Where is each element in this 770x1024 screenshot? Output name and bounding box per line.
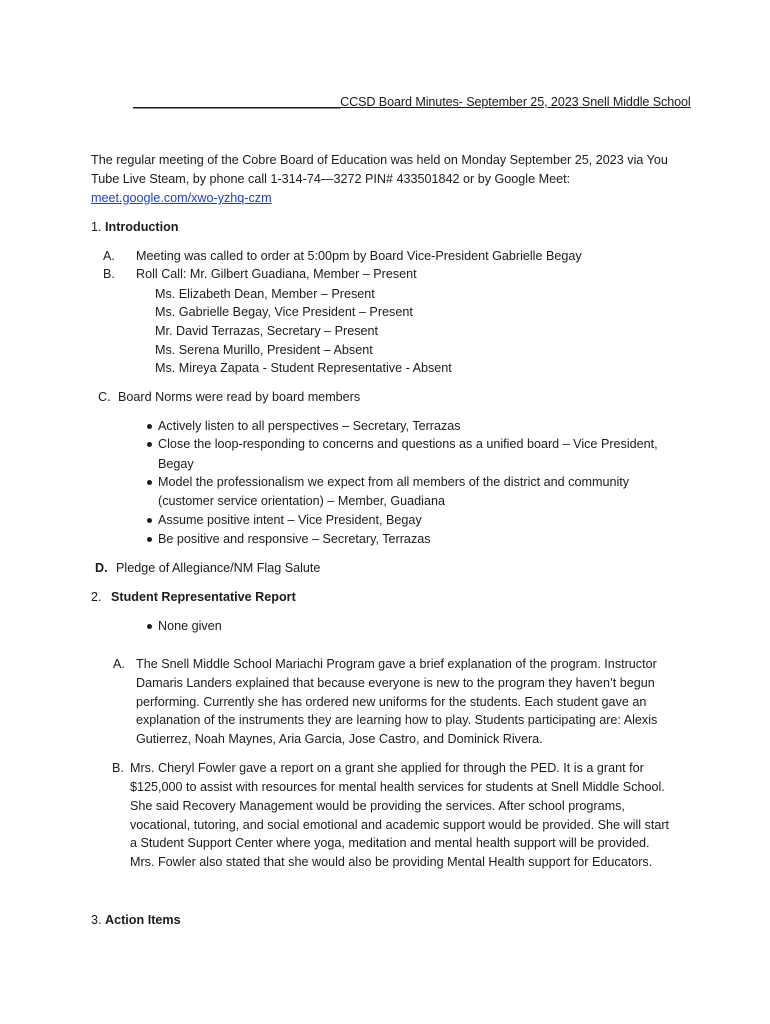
- header-line: [133, 93, 691, 111]
- bullet-icon: [147, 480, 152, 485]
- item-1d-letter: D.: [95, 561, 108, 575]
- item-1c-letter: C.: [98, 390, 111, 404]
- section-3-number: 3.: [91, 913, 102, 927]
- item-2b-line: Mrs. Fowler also stated that she would also be providing Mental Health support for Educators.: [130, 855, 653, 869]
- roll-call-entry: Ms. Gabrielle Begay, Vice President – Present: [155, 305, 413, 319]
- section-3-heading: [91, 911, 181, 929]
- item-2b-line: vocational, tutoring, and social emotional and academic support would be provided. She will start: [130, 818, 670, 832]
- section-2-number: 2.: [91, 590, 102, 604]
- norm-item: Actively listen to all perspectives – Secretary, Terrazas: [158, 419, 461, 433]
- item-2b-line: She said Recovery Management would be providing the services. After school programs,: [130, 799, 625, 813]
- bullet-icon: [147, 518, 152, 523]
- student-report-bullet: None given: [158, 619, 222, 633]
- item-1a-text: Meeting was called to order at 5:00pm by Board Vice-President Gabrielle Begay: [136, 249, 582, 263]
- norm-item: Close the loop-responding to concerns and questions as a unified board – Vice President,: [158, 437, 658, 451]
- header-underline: ______________________________: [133, 95, 341, 109]
- section-3-title: Action Items: [105, 913, 181, 927]
- item-2a-line: explanation of the instruments they are learning how to play. Students participating are: Alexis: [136, 713, 658, 727]
- item-2a-line: Damaris Landers explained that because everyone is new to the program they haven’t begun: [136, 676, 655, 690]
- header-title: CCSD Board Minutes- September 25, 2023 Snell Middle School: [340, 95, 691, 109]
- bullet-icon: [147, 442, 152, 447]
- roll-call-entry: Ms. Serena Murillo, President – Absent: [155, 343, 373, 357]
- item-2a-letter: A.: [113, 657, 125, 671]
- intro-line-1: The regular meeting of the Cobre Board of Education was held on Monday September 25, 2023 via You: [91, 153, 668, 167]
- item-2b-line: $125,000 to assist with resources for mental health services for students at Snell Middle School.: [130, 780, 665, 794]
- bullet-icon: [147, 537, 152, 542]
- item-2b-line: a Student Support Center where yoga, meditation and mental health support will be provided.: [130, 836, 650, 850]
- roll-call-entry: Ms. Elizabeth Dean, Member – Present: [155, 287, 375, 301]
- item-2b-letter: B.: [112, 761, 124, 775]
- norm-item-continued: Begay: [158, 457, 194, 471]
- norm-item: Be positive and responsive – Secretary, Terrazas: [158, 532, 431, 546]
- item-1b-letter: B.: [103, 267, 115, 281]
- item-1b-text: Roll Call: Mr. Gilbert Guadiana, Member – Present: [136, 267, 417, 281]
- item-1c-text: Board Norms were read by board members: [118, 390, 361, 404]
- section-1-title: Introduction: [105, 220, 179, 234]
- roll-call-entry: Mr. David Terrazas, Secretary – Present: [155, 324, 379, 338]
- item-1a-letter: A.: [103, 249, 115, 263]
- norm-item: Assume positive intent – Vice President, Begay: [158, 513, 422, 527]
- norm-item-continued: (customer service orientation) – Member, Guadiana: [158, 494, 445, 508]
- item-2a-line: performing. Currently she has ordered new uniforms for the students. Each student gave an: [136, 695, 647, 709]
- item-2a-line: Gutierrez, Noah Maynes, Aria Garcia, Jose Castro, and Dominick Rivera.: [136, 732, 543, 746]
- intro-line-2: Tube Live Steam, by phone call 1-314-74—3272 PIN# 433501842 or by Google Meet:: [91, 172, 571, 186]
- norm-item: Model the professionalism we expect from all members of the district and community: [158, 475, 630, 489]
- section-1-number: 1.: [91, 220, 102, 234]
- item-1d-text: Pledge of Allegiance/NM Flag Salute: [116, 561, 321, 575]
- bullet-icon: [147, 624, 152, 629]
- bullet-icon: [147, 424, 152, 429]
- section-2-heading: [91, 588, 296, 606]
- section-1-heading: [91, 218, 178, 236]
- item-2b-line: Mrs. Cheryl Fowler gave a report on a grant she applied for through the PED. It is a grant for: [130, 761, 644, 775]
- section-2-title: Student Representative Report: [111, 590, 296, 604]
- item-2a-line: The Snell Middle School Mariachi Program gave a brief explanation of the program. Instructor: [136, 657, 657, 671]
- google-meet-link[interactable]: meet.google.com/xwo-yzhq-czm: [91, 191, 272, 205]
- roll-call-entry: Ms. Mireya Zapata - Student Representative - Absent: [155, 361, 452, 375]
